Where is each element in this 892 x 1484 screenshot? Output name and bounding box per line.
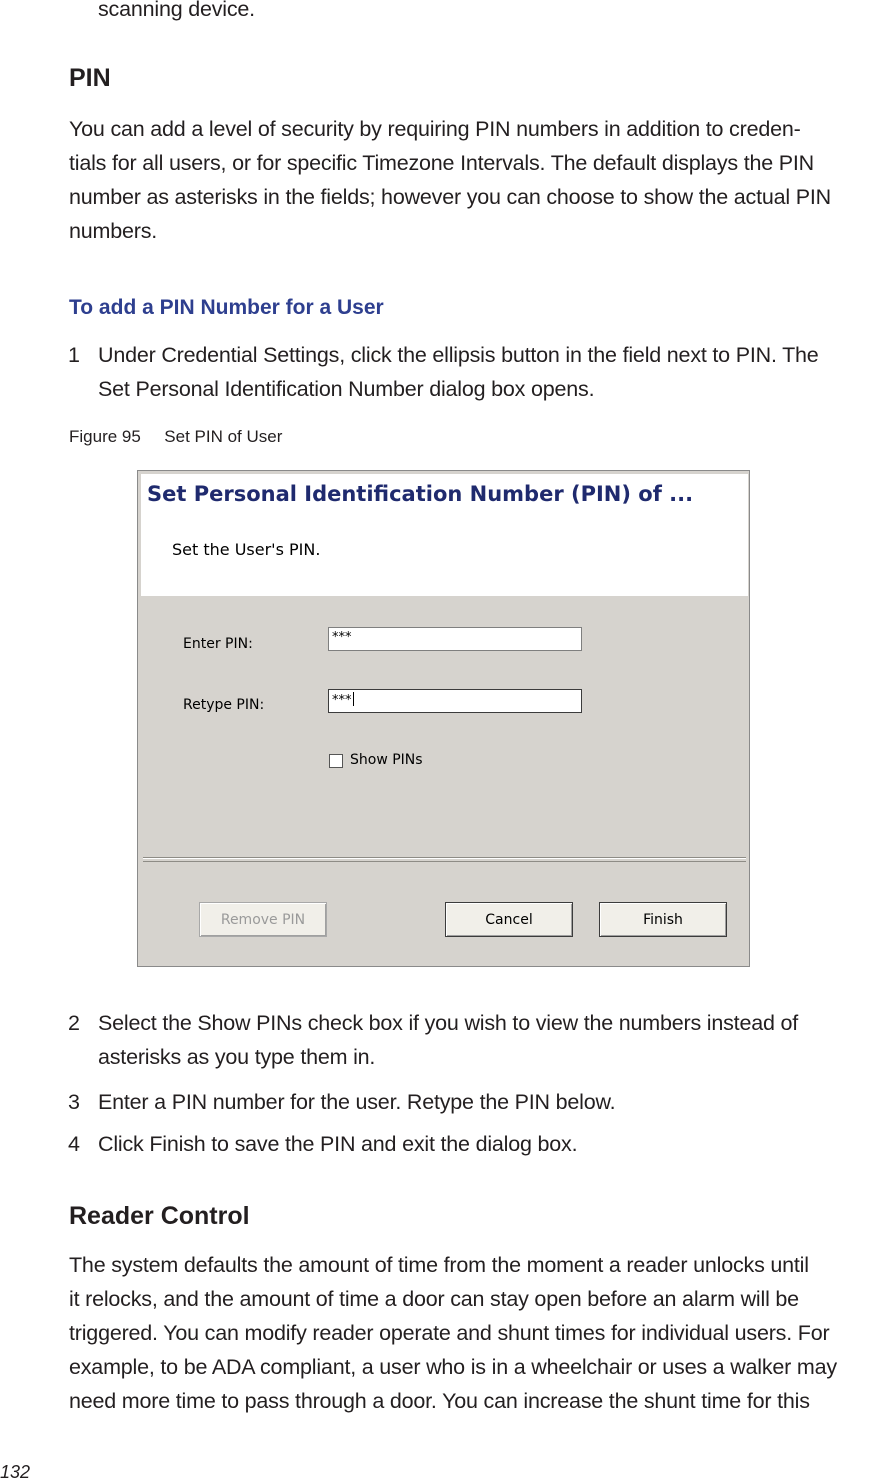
- separator-dark-2: [143, 861, 746, 862]
- step-number: 3: [68, 1090, 80, 1114]
- show-pins-checkbox[interactable]: [329, 754, 343, 768]
- paragraph-line: triggered. You can modify reader operate and shunt times for individual users. For: [69, 1321, 830, 1345]
- figure-title: Set PIN of User: [164, 427, 283, 446]
- cancel-button[interactable]: Cancel: [445, 902, 573, 937]
- enter-pin-label: Enter PIN:: [183, 636, 253, 652]
- step-1: [68, 338, 819, 406]
- set-pin-dialog: [137, 470, 750, 967]
- paragraph-line: example, to be ADA compliant, a user who is in a wheelchair or uses a walker may: [69, 1355, 837, 1379]
- paragraph-line: numbers.: [69, 219, 158, 243]
- show-pins-label[interactable]: Show PINs: [350, 752, 423, 768]
- step-line: Under Credential Settings, click the ellipsis button in the field next to PIN. The: [98, 343, 819, 367]
- finish-button[interactable]: Finish: [599, 902, 727, 937]
- step-number: 1: [68, 343, 80, 367]
- step-number: 4: [68, 1132, 80, 1156]
- continued-text: scanning device.: [98, 0, 255, 21]
- section-heading-reader-control: Reader Control: [69, 1202, 250, 1230]
- step-line: Set Personal Identification Number dialog box opens.: [98, 377, 595, 401]
- enter-pin-value: ***: [332, 630, 352, 645]
- figure-caption: [69, 427, 282, 447]
- retype-pin-value: ***: [332, 693, 352, 708]
- paragraph-line: number as asterisks in the fields; however you can choose to show the actual PIN: [69, 185, 831, 209]
- step-4: [68, 1127, 577, 1161]
- paragraph-line: it relocks, and the amount of time a door can stay open before an alarm will be: [69, 1287, 799, 1311]
- pin-paragraph: [69, 112, 831, 248]
- procedure-heading: To add a PIN Number for a User: [69, 296, 384, 319]
- enter-pin-field[interactable]: [328, 627, 582, 651]
- step-3: [68, 1085, 615, 1119]
- step-2: [68, 1006, 798, 1074]
- step-line: Click Finish to save the PIN and exit the dialog box.: [98, 1132, 578, 1156]
- section-heading-pin: PIN: [69, 64, 111, 92]
- reader-paragraph: [69, 1248, 837, 1418]
- retype-pin-field[interactable]: [328, 689, 582, 713]
- page-number: 132: [0, 1462, 31, 1482]
- dialog-title: Set Personal Identification Number (PIN) of ...: [147, 482, 694, 506]
- dialog-subtitle: Set the User's PIN.: [172, 540, 321, 559]
- text-caret: [353, 692, 354, 706]
- dialog-header: [141, 474, 748, 596]
- step-line: Enter a PIN number for the user. Retype the PIN below.: [98, 1090, 616, 1114]
- separator-light: [143, 858, 746, 859]
- remove-pin-button[interactable]: Remove PIN: [199, 902, 327, 937]
- retype-pin-label: Retype PIN:: [183, 697, 265, 713]
- paragraph-line: The system defaults the amount of time from the moment a reader unlocks until: [69, 1253, 809, 1277]
- figure-number: Figure 95: [69, 427, 141, 446]
- paragraph-line: need more time to pass through a door. You can increase the shunt time for this: [69, 1389, 810, 1413]
- paragraph-line: tials for all users, or for specific Timezone Intervals. The default displays the PIN: [69, 151, 814, 175]
- step-line: asterisks as you type them in.: [98, 1045, 376, 1069]
- paragraph-line: You can add a level of security by requiring PIN numbers in addition to creden-: [69, 117, 801, 141]
- step-line: Select the Show PINs check box if you wish to view the numbers instead of: [98, 1011, 799, 1035]
- step-number: 2: [68, 1011, 80, 1035]
